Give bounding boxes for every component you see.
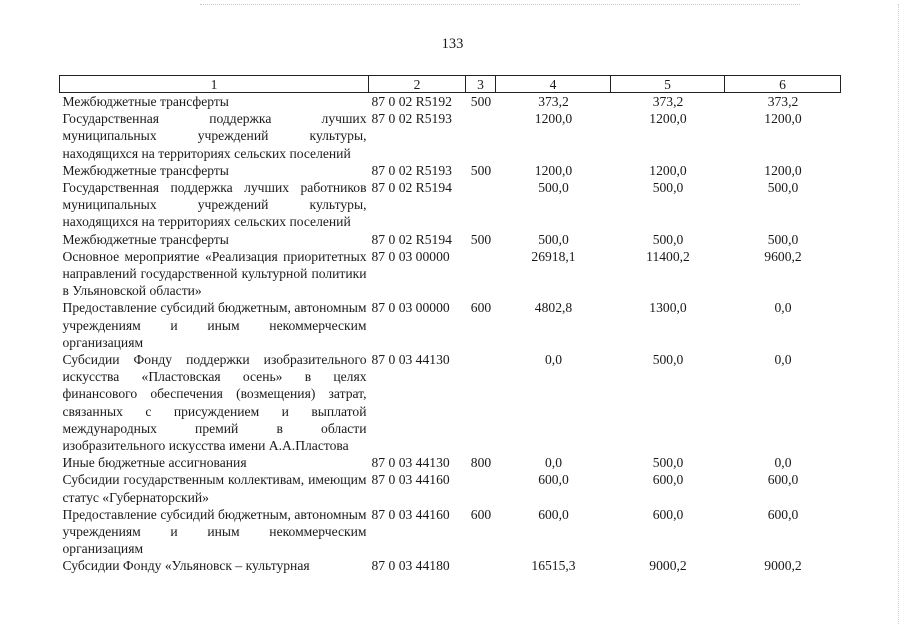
table-row [60,557,841,574]
row-code: 87 0 02 R5193 [371,162,452,178]
row-value-5: 9000,2 [649,558,687,574]
table-header [60,76,841,93]
row-value-5: 1300,0 [649,300,687,316]
row-value-5: 1200,0 [649,162,687,178]
row-value-6: 500,0 [767,231,799,247]
row-value-6: 0,0 [774,300,792,316]
row-name: Межбюджетные трансферты [62,162,229,178]
row-value-6: 9000,2 [764,558,802,574]
row-name: Государственная поддержка лучших муниципальных учреждений культуры, находящихся на территориях сельских поселений [62,111,367,161]
row-code: 87 0 03 00000 [371,248,450,264]
row-code: 87 0 02 R5193 [371,111,452,127]
table-row [60,506,841,558]
row-value-5: 11400,2 [646,248,690,264]
scan-artifact-top [200,4,800,7]
row-type: 600 [470,506,492,522]
row-name: Предоставление субсидий бюджетным, автономным учреждениям и иным некоммерческим организациям [62,506,367,557]
row-value-5: 600,0 [652,506,684,522]
row-value-6: 500,0 [767,180,799,196]
row-code: 87 0 03 44130 [371,352,450,368]
row-name: Межбюджетные трансферты [62,231,229,247]
row-type [466,248,496,300]
page-number: 133 [441,36,464,52]
row-code: 87 0 02 R5194 [371,180,452,196]
row-value-4: 16515,3 [531,558,576,574]
table-row [60,471,841,505]
row-value-4: 0,0 [545,455,562,471]
row-value-6: 1200,0 [764,162,802,178]
row-type [466,557,496,574]
row-type: 500 [470,231,492,247]
row-value-4: 0,0 [545,352,562,368]
row-value-5: 1200,0 [649,111,687,127]
row-value-6: 600,0 [767,472,799,488]
row-name: Государственная поддержка лучших работников муниципальных учреждений культуры, находящихся на территориях сельских поселений [62,180,367,230]
row-name: Субсидии Фонду поддержки изобразительного искусства «Пластовская осень» в целях финансового обеспечения (возмещения) затрат, связанных с присуждением и выплатой международных премий в области изобразительного искусства имени А.А.Пластова [62,352,367,454]
table-row [60,110,841,162]
row-value-5: 500,0 [652,180,684,196]
header-row [60,76,841,93]
column-header-4: 4 [496,76,611,93]
row-name: Основное мероприятие «Реализация приоритетных направлений государственной культурной политики в Ульяновской области» [62,248,367,299]
row-type: 500 [470,94,492,109]
row-type [466,179,496,231]
row-value-4: 26918,1 [531,248,576,264]
table-row [60,351,841,454]
table-row [60,248,841,300]
row-value-5: 500,0 [652,231,684,247]
row-value-6: 600,0 [767,506,799,522]
table-row [60,93,841,111]
row-value-4: 500,0 [538,180,569,196]
table-row [60,454,841,471]
row-type [466,351,496,454]
row-value-4: 600,0 [538,472,569,488]
row-value-5: 600,0 [652,472,684,488]
row-code: 87 0 03 44130 [371,455,450,471]
row-value-5: 373,2 [652,94,684,109]
row-name: Субсидии государственным коллективам, имеющим статус «Губернаторский» [62,472,367,505]
budget-table [59,75,841,575]
table-row [60,231,841,248]
column-header-3: 3 [466,76,496,93]
table-row [60,299,841,351]
scan-artifact-side [897,4,899,624]
row-value-6: 0,0 [774,352,792,368]
row-type [466,110,496,162]
column-header-5: 5 [611,76,725,93]
row-value-6: 1200,0 [764,111,802,127]
row-value-5: 500,0 [652,352,684,368]
row-value-6: 9600,2 [764,248,802,264]
row-name: Предоставление субсидий бюджетным, автономным учреждениям и иным некоммерческим организациям [62,300,367,350]
row-value-6: 373,2 [767,94,799,109]
row-type: 800 [470,455,492,471]
row-type: 500 [470,162,492,178]
row-type: 600 [470,300,492,316]
row-value-6: 0,0 [774,455,792,471]
column-header-6: 6 [725,76,841,93]
row-code: 87 0 03 00000 [371,300,450,316]
column-header-2: 2 [369,76,466,93]
column-header-1: 1 [60,76,369,93]
row-code: 87 0 03 44180 [371,558,450,574]
row-value-4: 4802,8 [534,300,573,316]
row-value-5: 500,0 [652,455,684,471]
row-value-4: 1200,0 [534,162,573,178]
row-name: Межбюджетные трансферты [62,94,229,109]
table-row [60,162,841,179]
row-code: 87 0 03 44160 [371,472,450,488]
row-value-4: 1200,0 [534,111,573,127]
row-type [466,471,496,505]
row-name: Субсидии Фонду «Ульяновск – культурная [62,558,310,574]
row-code: 87 0 03 44160 [371,506,450,522]
row-value-4: 600,0 [538,506,569,522]
row-code: 87 0 02 R5192 [371,94,452,109]
table-row [60,179,841,231]
row-code: 87 0 02 R5194 [371,231,452,247]
row-name: Иные бюджетные ассигнования [62,455,247,471]
row-value-4: 373,2 [538,94,569,109]
row-value-4: 500,0 [538,231,569,247]
table-body [60,93,841,575]
